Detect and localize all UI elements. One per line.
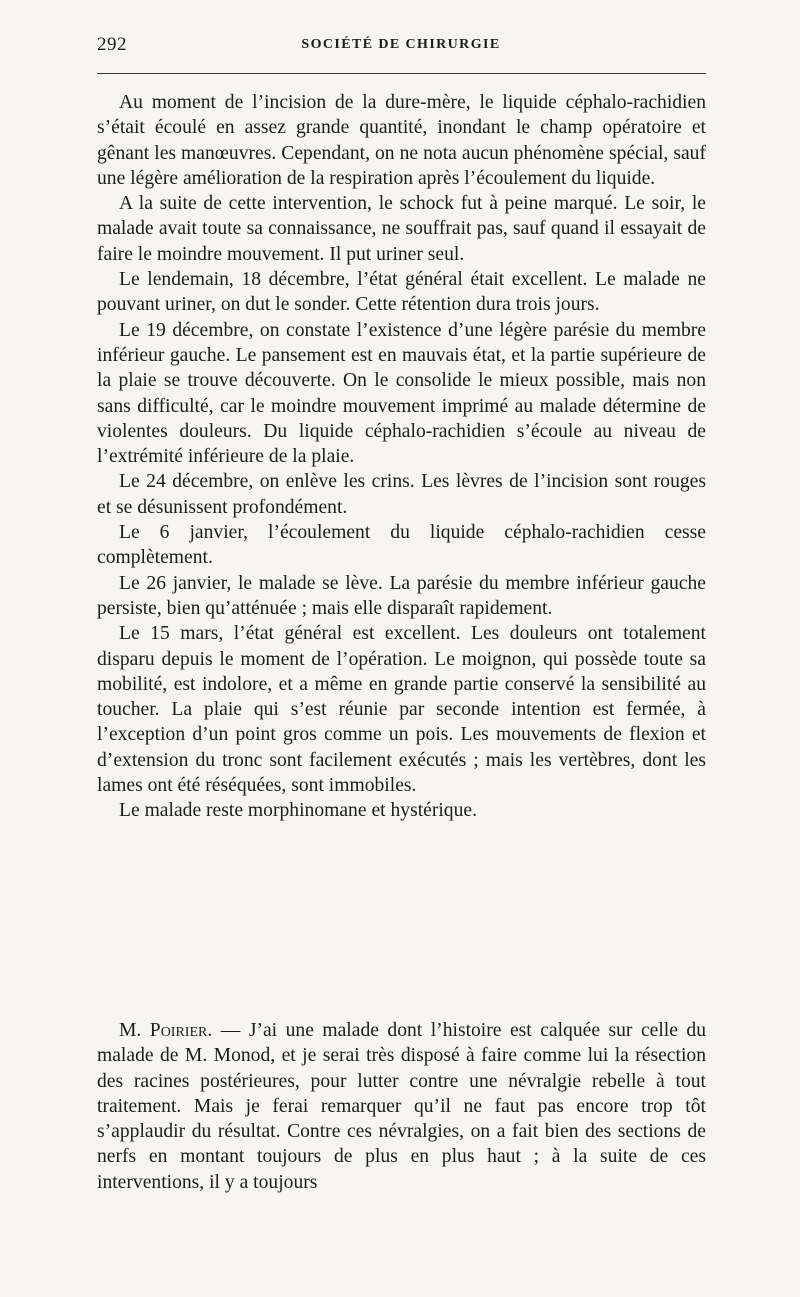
paragraph: Le lendemain, 18 décembre, l’état général était excellent. Le malade ne pouvant uriner, on dut le sonder. Cette rétention dura trois jours. [97,269,706,316]
speaker-name: M. Poirier. [119,1020,213,1041]
paragraph: Le 15 mars, l’état général est excellent. Les douleurs ont totalement disparu depuis le moment de l’opération. Le moignon, qui possède toute sa mobilité, est indolore, et a même en grande partie conservé la sensibilité au toucher. La plaie qui s’est réunie par seconde intention est fermée, à l’exception d’un point gros comme un pois. Les mouvements de flexion et d’extension du tronc sont facilement exécutés ; mais les vertèbres, dont les lames ont été réséquées, sont immobiles. [97,623,706,797]
discussion-text [97,1018,706,1195]
discussion-body: — J’ai une malade dont l’histoire est calquée sur celle du malade de M. Monod, et je serai très disposé à faire comme lui la résection des racines postérieures, pour lutter contre une névralgie rebelle à tout traitement. Mais je ferai remarquer qu’il ne faut pas encore trop tôt s’applaudir du résultat. Contre ces névralgies, on a fait bien des sections de nerfs en montant toujours de plus en plus haut ; à la suite de ces interventions, il y a toujours [97,1020,706,1193]
case-report-text [97,90,706,824]
running-head-title: SOCIÉTÉ DE CHIRURGIE [301,37,501,52]
paragraph: Le 24 décembre, on enlève les crins. Les lèvres de l’incision sont rouges et se désunissent profondément. [97,471,706,518]
running-head [97,34,705,60]
page-number: 292 [97,34,127,55]
paragraph: Le malade reste morphinomane et hystérique. [119,800,477,822]
paragraph: Le 26 janvier, le malade se lève. La parésie du membre inférieur gauche persiste, bien qu’atténuée ; mais elle disparaît rapidement. [97,572,706,619]
paragraph: Le 6 janvier, l’écoulement du liquide céphalo-rachidien cesse complètement. [97,522,706,569]
paragraph: Le 19 décembre, on constate l’existence d’une légère parésie du membre inférieur gauche. Le pansement est en mauvais état, et la partie supérieure de la plaie se trouve découverte. On le consolide le mieux possible, mais non sans difficulté, car le moindre mouvement imprimé au malade détermine de violentes douleurs. Du liquide céphalo-rachidien s’écoule au niveau de l’extrémité inférieure de la plaie. [97,319,706,468]
paragraph: A la suite de cette intervention, le schock fut à peine marqué. Le soir, le malade avait toute sa connaissance, ne souffrait pas, sauf quand il essayait de faire le moindre mouvement. Il put uriner seul. [97,193,706,265]
paragraph: Au moment de l’incision de la dure-mère, le liquide céphalo-rachidien s’était écoulé en assez grande quantité, inondant le champ opératoire et gênant les manœuvres. Cependant, on ne nota aucun phénomène spécial, sauf une légère amélioration de la respiration après l’écoulement du liquide. [97,92,706,189]
discussion-paragraph [97,1018,706,1195]
header-rule [97,73,706,74]
